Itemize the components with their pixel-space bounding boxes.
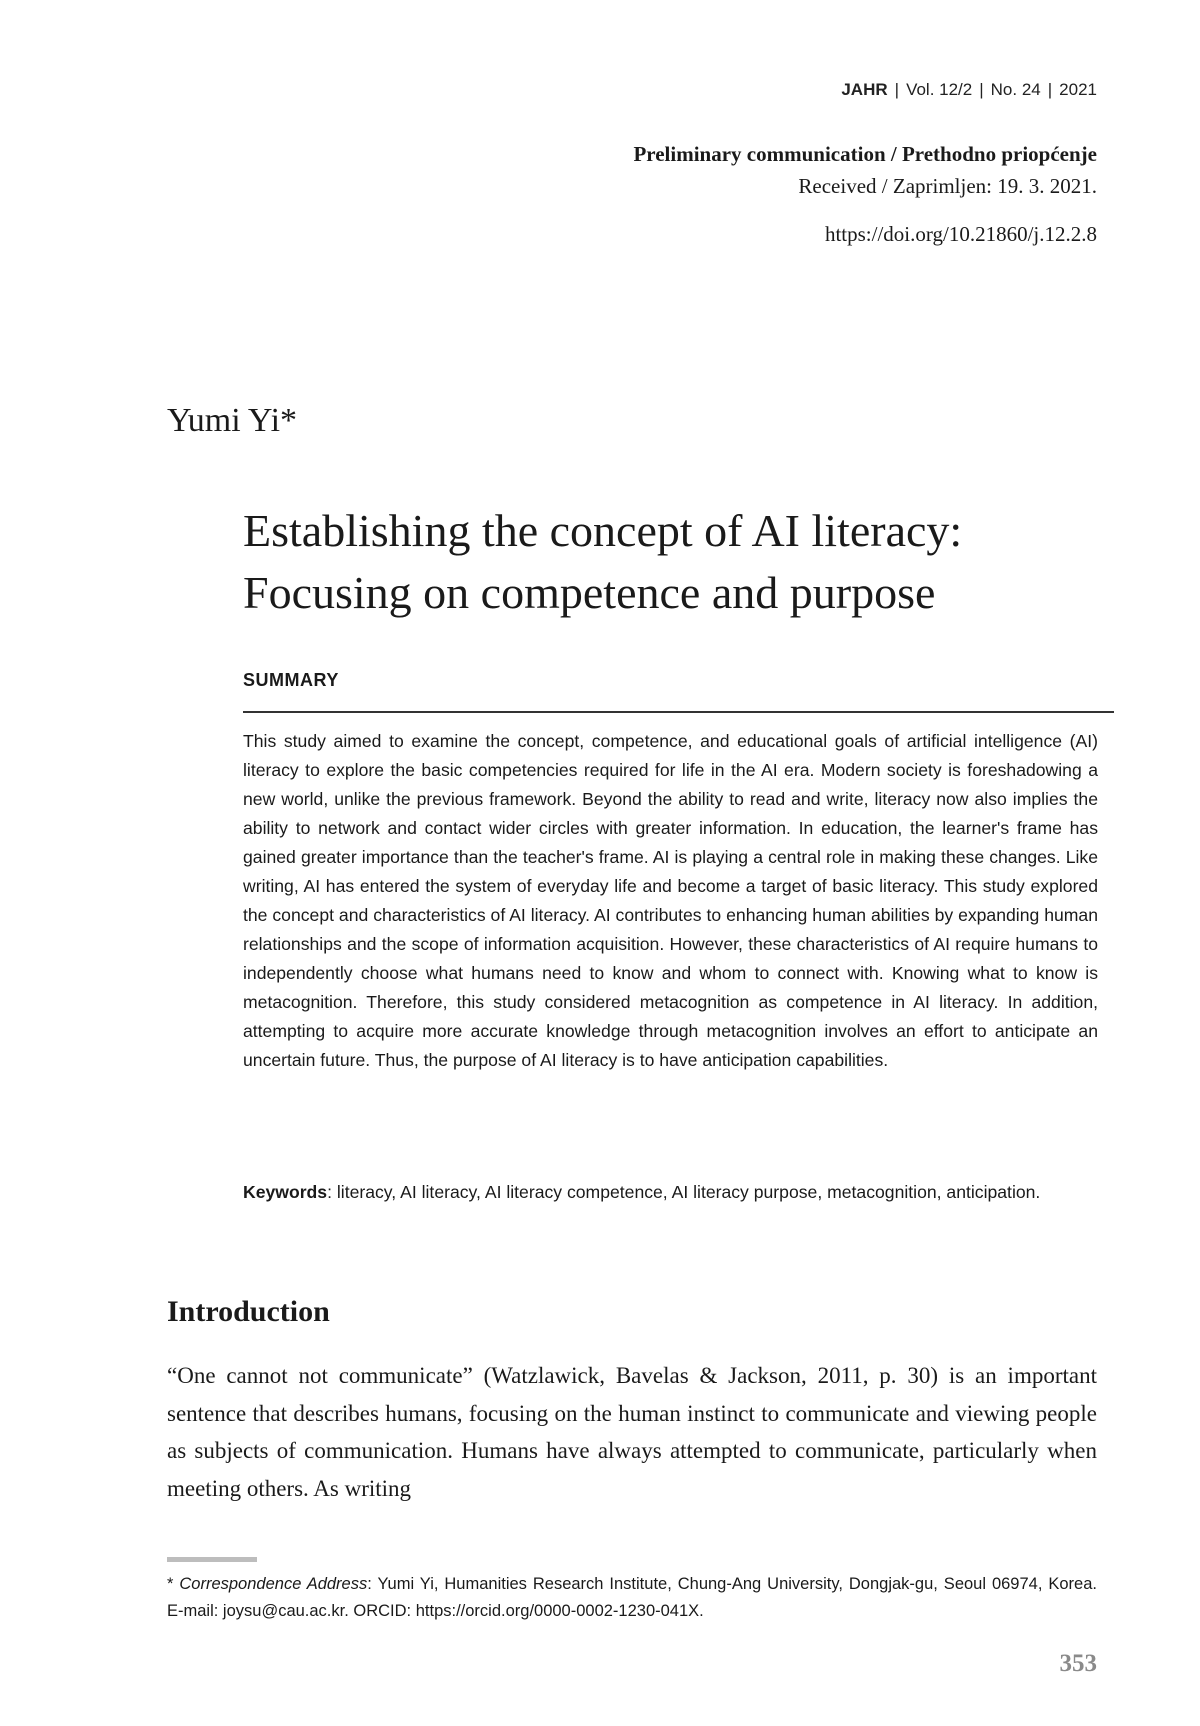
title-line-2: Focusing on competence and purpose [243, 567, 936, 618]
header-separator: | [1047, 80, 1053, 99]
page-number: 353 [1059, 1650, 1097, 1677]
footnote-marker: * [167, 1575, 174, 1593]
introduction-text: “One cannot not communicate” (Watzlawick, Bavelas & Jackson, 2011, p. 30) is an important sentence that describes humans, focusing on the human instinct to communicate and viewing people as subjects of communication. Humans have always attempted to communicate, particularly when meeting others. As writing [167, 1363, 1097, 1501]
doi-link[interactable]: https://doi.org/10.21860/j.12.2.8 [824, 222, 1097, 246]
received-date: Received / Zaprimljen: 19. 3. 2021. [798, 174, 1097, 198]
footnote [167, 1571, 1097, 1625]
journal-year: 2021 [1059, 80, 1097, 99]
journal-volume: Vol. 12/2 [906, 80, 973, 99]
footnote-text: : Yumi Yi, Humanities Research Institute, Chung-Ang University, Dongjak-gu, Seoul 06974, Korea. E-mail: joysu@cau.ac.kr. ORCID: https://orcid.org/0000-0002-1230-041X. [167, 1575, 1097, 1620]
keywords-label: Keywords [243, 1182, 328, 1202]
journal-name: JAHR [841, 80, 888, 99]
author-name: Yumi Yi* [167, 402, 298, 439]
summary-text: This study aimed to examine the concept, competence, and educational goals of artificial intelligence (AI) literacy to explore the basic competencies required for life in the AI era. Modern society is foreshadowing a new world, unlike the previous framework. Beyond the ability to read and write, literacy now also implies the ability to network and contact wider circles with greater information. In education, the learner's frame has gained greater importance than the teacher's frame. AI is playing a central role in making these changes. Like writing, AI has entered the system of everyday life and become a target of basic literacy. This study explored the concept and characteristics of AI literacy. AI contributes to enhancing human abilities by expanding human relationships and the scope of information acquisition. However, these characteristics of AI require humans to independently choose what humans need to know and whom to connect with. Knowing what to know is metacognition. Therefore, this study considered metacognition as competence in AI literacy. In addition, attempting to acquire more accurate knowledge through metacognition involves an effort to anticipate an uncertain future. Thus, the purpose of AI literacy is to have anticipation capabilities. [243, 731, 1098, 1070]
footnote-label: Correspondence Address [179, 1575, 368, 1593]
section-heading-introduction: Introduction [167, 1295, 330, 1328]
article-title [243, 500, 1103, 624]
article-type: Preliminary communication / Prethodno priopćenje [633, 142, 1097, 166]
summary-divider [243, 711, 1114, 713]
title-line-1: Establishing the concept of AI literacy: [243, 505, 963, 556]
keywords [243, 1178, 1098, 1207]
journal-header [841, 80, 1097, 100]
header-separator: | [894, 80, 900, 99]
summary-heading: SUMMARY [243, 670, 339, 690]
footnote-divider [167, 1557, 257, 1562]
keywords-text: : literacy, AI literacy, AI literacy competence, AI literacy purpose, metacognition, anticipation. [327, 1182, 1041, 1202]
header-separator: | [979, 80, 984, 99]
journal-number: No. 24 [990, 80, 1041, 99]
